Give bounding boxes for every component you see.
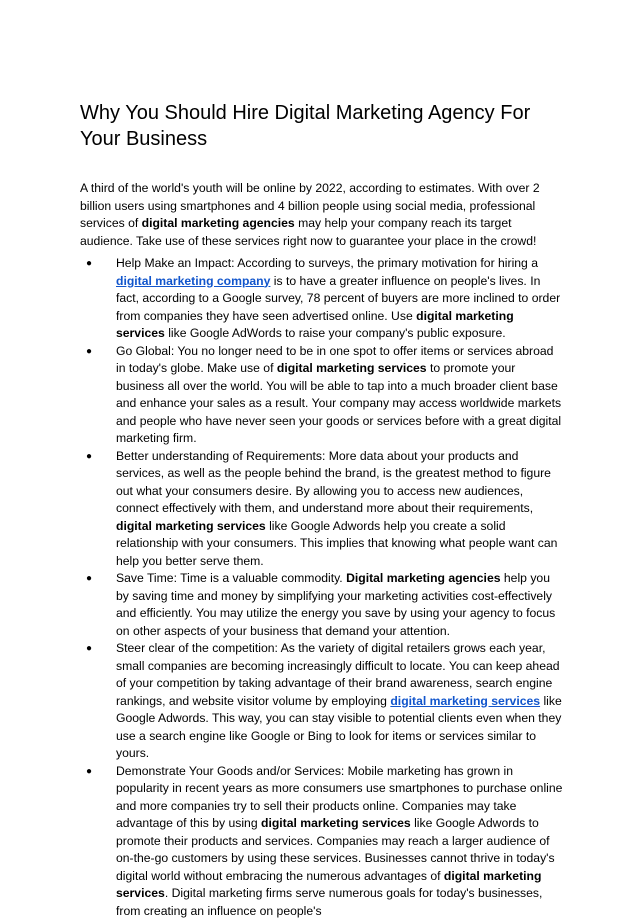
list-item: ● Better understanding of Requirements: More data about your products and services, as well as the people behind the brand, is the greatest method to figure out what your consumers desire. By allowing you to access new audiences, connect effectively with them, and understand more about their requirements, digital marketing services like Google Adwords help you create a solid relationship with your consumers. This implies that knowing what people want can help you better serve them. (80, 448, 564, 571)
bullet-icon: ● (86, 570, 92, 588)
bullet-icon: ● (86, 343, 92, 361)
intro-bold: digital marketing agencies (142, 216, 295, 230)
digital-marketing-company-link[interactable]: digital marketing company (116, 274, 270, 288)
list-item: ● Help Make an Impact: According to surveys, the primary motivation for hiring a digital marketing company is to have a greater influence on people's lives. In fact, according to a Google survey, 78 percent of buyers are more inclined to order from companies they have seen advertised online. Use digital marketing services like Google AdWords to raise your company's public exposure. (80, 255, 564, 343)
benefits-list (80, 255, 564, 920)
intro-text-2: may help your company reach its target audience. Take use of these services right now to guarantee your place in the crowd! (80, 216, 536, 248)
bullet-icon: ● (86, 255, 92, 273)
list-item: ● Save Time: Time is a valuable commodity. Digital marketing agencies help you by saving time and money by simplifying your marketing activities cost-effectively and efficiently. You may utilize the energy you save by using your agency to focus on other aspects of your business that demand your attention. (80, 570, 564, 640)
intro-paragraph (80, 180, 560, 250)
bullet-icon: ● (86, 448, 92, 466)
list-item: ● Steer clear of the competition: As the variety of digital retailers grows each year, small companies are becoming increasingly difficult to locate. You can keep ahead of your competition by taking advantage of their brand awareness, search engine rankings, and website visitor volume by employing digital marketing services like Google Adwords. This way, you can stay visible to potential clients even when they use a search engine like Google or Bing to look for items or services similar to yours. (80, 640, 564, 763)
list-item: ● Go Global: You no longer need to be in one spot to offer items or services abroad in today's globe. Make use of digital marketing services to promote your business all over the world. You will be able to tap into a much broader client base and enhance your sales as a result. Your company may access worldwide markets and people who have never seen your goods or services before with a great digital marketing firm. (80, 343, 564, 448)
list-item: ● Demonstrate Your Goods and/or Services: Mobile marketing has grown in popularity in recent years as more consumers use smartphones to purchase online and more companies try to sell their products online. Companies may take advantage of this by using digital marketing services like Google Adwords to promote their products and services. Companies may reach a larger audience of on-the-go customers by using these services. Businesses cannot thrive in today's digital world without embracing the numerous advantages of digital marketing services. Digital marketing firms serve numerous goals for today's businesses, from creating an influence on people's (80, 763, 564, 920)
bullet-icon: ● (86, 763, 92, 781)
page-title: Why You Should Hire Digital Marketing Agency For Your Business (80, 100, 560, 152)
intro-text-1: A third of the world's youth will be online by 2022, according to estimates. With over 2 billion users using smartphones and 4 billion people using social media, professional services of (80, 181, 540, 230)
digital-marketing-services-link[interactable]: digital marketing services (390, 694, 540, 708)
bullet-icon: ● (86, 640, 92, 658)
